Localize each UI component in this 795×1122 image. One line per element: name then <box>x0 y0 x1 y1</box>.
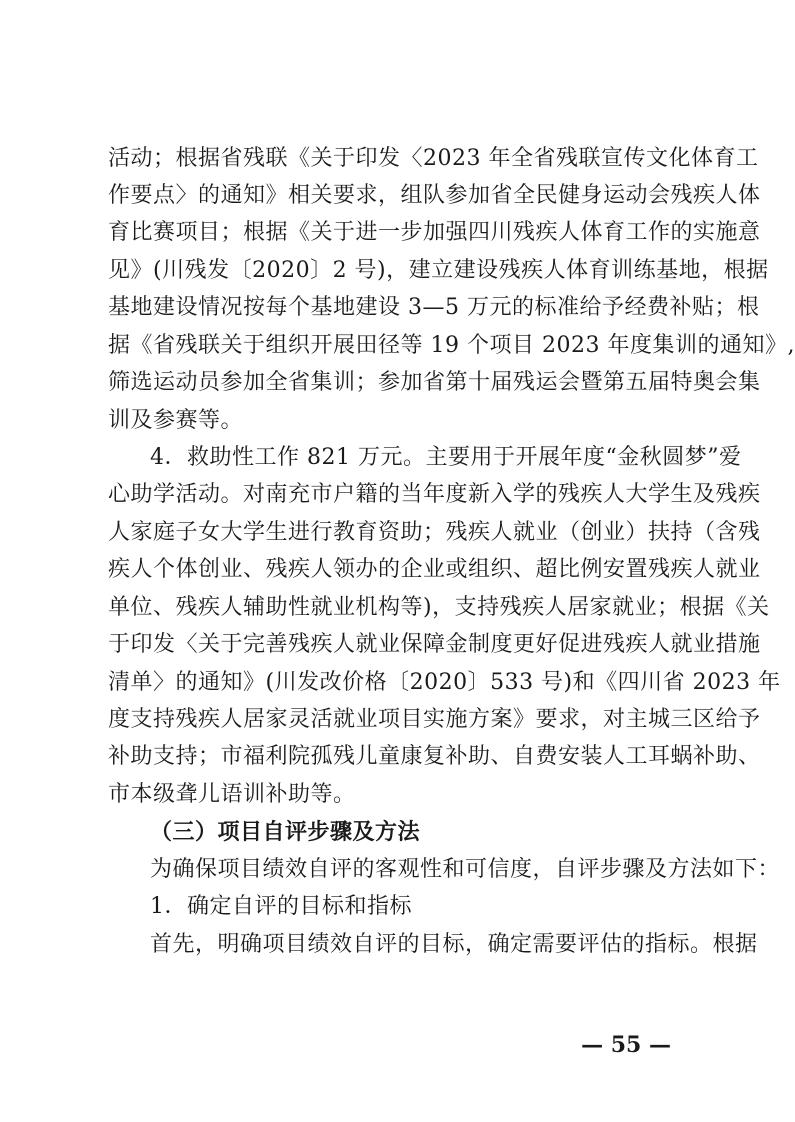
section-heading: （三）项目自评步骤及方法 <box>150 819 421 845</box>
paragraph-a-line-3: 育比赛项目；根据《关于进一步加强四川残疾人体育工作的实施意 <box>108 220 761 245</box>
paragraph-c-line-1: 首先，明确项目绩效自评的目标，确定需要评估的指标。根据 <box>150 932 758 957</box>
paragraph-b-line-10: 市本级聋儿语训补助等。 <box>108 782 356 807</box>
intro-line: 为确保项目绩效自评的客观性和可信度，自评步骤及方法如下： <box>150 857 781 882</box>
paragraph-a-line-7: 筛选运动员参加全省集训；参加省第十届残运会暨第五届特奥会集 <box>108 370 761 395</box>
paragraph-b-line-8: 度支持残疾人居家灵活就业项目实施方案》要求，对主城三区给予 <box>108 707 761 732</box>
paragraph-b-line-4: 疾人个体创业、残疾人领办的企业或组织、超比例安置残疾人就业 <box>108 557 761 582</box>
paragraph-b-line-2: 心助学活动。对南充市户籍的当年度新入学的残疾人大学生及残疾 <box>108 482 761 507</box>
paragraph-b-line-5: 单位、残疾人辅助性就业机构等)，支持残疾人居家就业；根据《关 <box>108 595 770 620</box>
paragraph-a-line-6: 据《省残联关于组织开展田径等 19 个项目 2023 年度集训的通知》, <box>108 333 795 358</box>
paragraph-b-line-1: 4．救助性工作 821 万元。主要用于开展年度“金秋圆梦”爱 <box>150 445 742 470</box>
paragraph-b-line-3: 人家庭子女大学生进行教育资助；残疾人就业（创业）扶持（含残 <box>108 520 761 545</box>
paragraph-a-line-4: 见》(川残发〔2020〕2 号)，建立建设残疾人体育训练基地，根据 <box>108 258 769 283</box>
page-number: — 55 — <box>581 1032 671 1058</box>
paragraph-a-line-1: 活动；根据省残联《关于印发〈2023 年全省残联宣传文化体育工 <box>108 146 759 171</box>
paragraph-a-line-5: 基地建设情况按每个基地建设 3—5 万元的标准给予经费补贴；根 <box>108 295 760 320</box>
paragraph-b-line-6: 于印发〈关于完善残疾人就业保障金制度更好促进残疾人就业措施 <box>108 632 761 657</box>
paragraph-a-line-8: 训及参赛等。 <box>108 408 244 433</box>
paragraph-b-line-9: 补助支持；市福利院孤残儿童康复补助、自费安装人工耳蜗补助、 <box>108 744 761 769</box>
sub-heading: 1．确定自评的目标和指标 <box>150 894 412 919</box>
paragraph-a-line-2: 作要点〉的通知》相关要求，组队参加省全民健身运动会残疾人体 <box>108 183 761 208</box>
paragraph-b-line-7: 清单〉的通知》(川发改价格〔2020〕533 号)和《四川省 2023 年 <box>108 670 781 695</box>
